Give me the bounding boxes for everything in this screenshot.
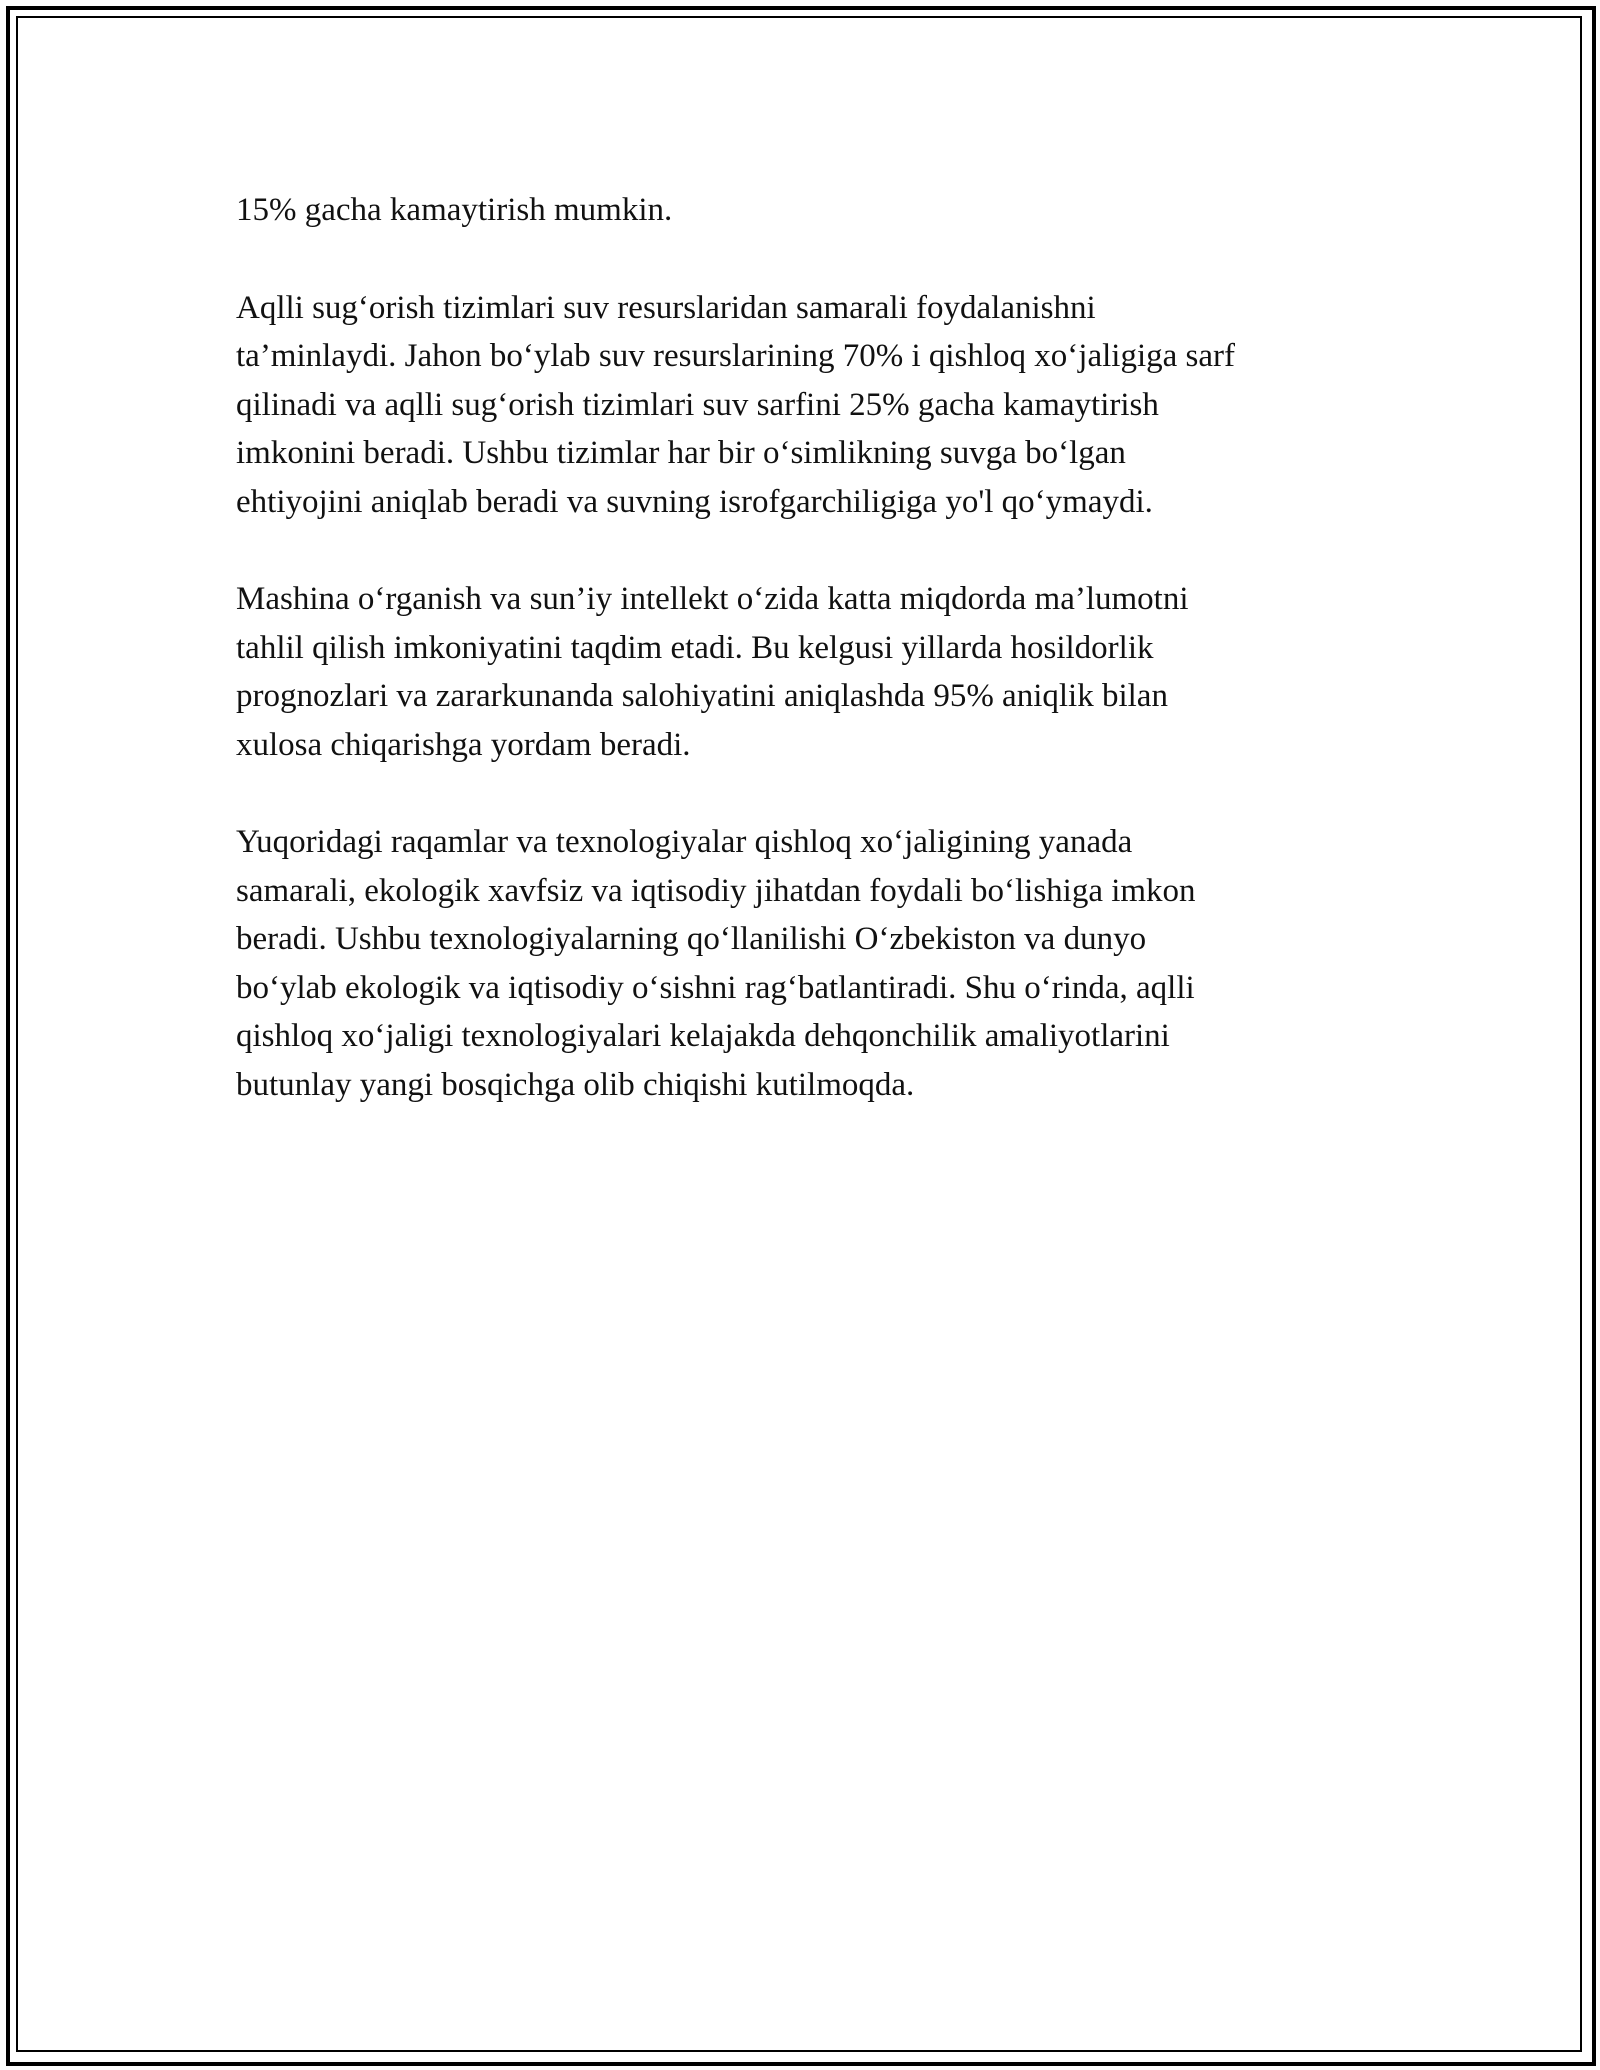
text-line: tahlil qilish imkoniyatini taqdim etadi. Bu kelgusi yillarda hosildorlik [236,629,1154,666]
text-line: ehtiyojini aniqlab beradi va suvning isrofgarchiligiga yo'l qo‘ymaydi. [236,483,1153,520]
text-line: bo‘ylab ekologik va iqtisodiy o‘sishni rag‘batlantiradi. Shu o‘rinda, aqlli [236,969,1195,1006]
document-body [236,186,1366,1158]
text-line: Aqlli sug‘orish tizimlari suv resurslaridan samarali foydalanishni [236,289,1096,326]
text-line: butunlay yangi bosqichga olib chiqishi kutilmoqda. [236,1066,915,1103]
text-line: ta’minlaydi. Jahon bo‘ylab suv resurslarining 70% i qishloq xo‘jaligiga sarf [236,338,1235,374]
paragraph-3 [236,575,1366,769]
text-line: prognozlari va zararkunanda salohiyatini aniqlashda 95% aniqlik bilan [236,678,1168,714]
paragraph-2 [236,284,1366,527]
text-line: Mashina o‘rganish va sun’iy intellekt o‘zida katta miqdorda ma’lumotni [236,581,1189,617]
paragraph-4 [236,818,1366,1109]
text-line: xulosa chiqarishga yordam beradi. [236,726,691,763]
text-line: samarali, ekologik xavfsiz va iqtisodiy jihatdan foydali bo‘lishiga imkon [236,872,1196,909]
text-line: Yuqoridagi raqamlar va texnologiyalar qishloq xo‘jaligining yanada [236,824,1133,860]
text-line: 15% gacha kamaytirish mumkin. [236,192,673,228]
text-line: beradi. Ushbu texnologiyalarning qo‘llanilishi O‘zbekiston va dunyo [236,921,1147,957]
paragraph-1 [236,186,1366,235]
text-line: imkonini beradi. Ushbu tizimlar har bir o‘simlikning suvga bo‘lgan [236,435,1126,471]
text-line: qishloq xo‘jaligi texnologiyalari kelajakda dehqonchilik amaliyotlarini [236,1018,1170,1054]
text-line: qilinadi va aqlli sug‘orish tizimlari suv sarfini 25% gacha kamaytirish [236,386,1159,423]
